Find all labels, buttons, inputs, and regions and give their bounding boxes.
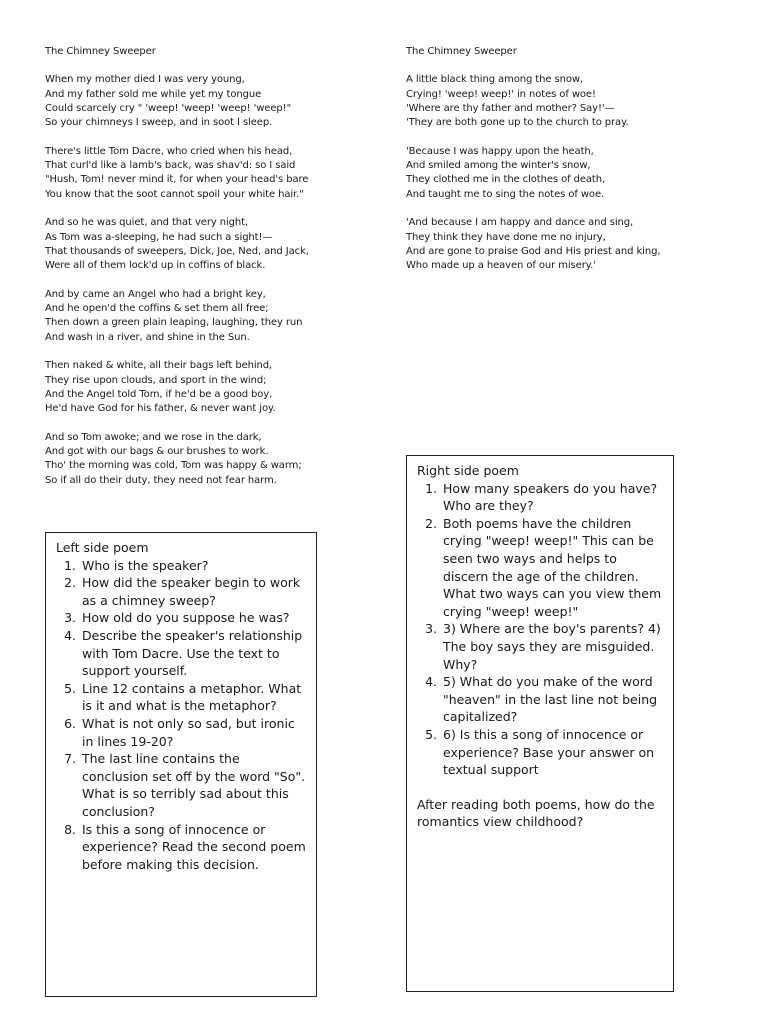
- left-poem-title: The Chimney Sweeper: [45, 46, 156, 57]
- poem-line: And wash in a river, and shine in the Sun.: [45, 331, 250, 343]
- right-poem: [406, 45, 736, 288]
- poem-line: He'd have God for his father, & never want joy.: [45, 403, 276, 415]
- stanza: [45, 216, 375, 273]
- right-poem-title: The Chimney Sweeper: [406, 46, 517, 57]
- poem-line: And the Angel told Tom, if he'd be a good boy,: [45, 388, 273, 400]
- question-item: 7. The last line contains the conclusion set off by the word "So". What is so terribly sad about this conclusion?: [80, 750, 308, 820]
- poem-line: They clothed me in the clothes of death,: [406, 174, 606, 186]
- poem-line: So if all do their duty, they need not fear harm.: [45, 474, 277, 486]
- question-item: 3. How old do you suppose he was?: [80, 609, 308, 627]
- stanza: [45, 431, 375, 488]
- stanza: [45, 73, 375, 130]
- question-item: 1. Who is the speaker?: [80, 557, 308, 575]
- stanza: [45, 359, 375, 416]
- left-poem: [45, 45, 375, 502]
- poem-line: They think they have done me no injury,: [406, 231, 606, 243]
- question-item: 2. How did the speaker begin to work as a chimney sweep?: [80, 574, 308, 609]
- poem-line: "Hush, Tom! never mind it, for when your head's bare: [45, 174, 309, 186]
- right-poem-body: [406, 73, 736, 273]
- question-item: 8. Is this a song of innocence or experience? Read the second poem before making this decision.: [80, 821, 308, 874]
- poem-line: You know that the soot cannot spoil your white hair.": [45, 188, 304, 200]
- stanza: [406, 73, 736, 130]
- poem-line: Crying! 'weep! weep!' in notes of woe!: [406, 88, 596, 100]
- poem-line: That curl'd like a lamb's back, was shav'd: so I said: [45, 160, 296, 172]
- poem-line: 'Where are thy father and mother? Say!'—: [406, 102, 615, 114]
- question-item: 6. What is not only so sad, but ironic in lines 19-20?: [80, 715, 308, 750]
- left-questions-heading: Left side poem: [56, 540, 149, 555]
- poem-line: And so Tom awoke; and we rose in the dark,: [45, 431, 262, 443]
- question-item: 1. How many speakers do you have? Who are they?: [441, 480, 665, 515]
- question-item: 5. Line 12 contains a metaphor. What is it and what is the metaphor?: [80, 680, 308, 715]
- right-questions-list: [417, 480, 665, 779]
- poem-line: That thousands of sweepers, Dick, Joe, Ned, and Jack,: [45, 245, 309, 257]
- stanza: [45, 288, 375, 345]
- poem-line: There's little Tom Dacre, who cried when his head,: [45, 145, 293, 157]
- stanza: [406, 145, 736, 202]
- right-questions-box: [406, 455, 674, 992]
- poem-line: Tho' the morning was cold, Tom was happy & warm;: [45, 460, 302, 472]
- poem-line: And my father sold me while yet my tongue: [45, 88, 262, 100]
- poem-line: Who made up a heaven of our misery.': [406, 260, 596, 272]
- poem-line: Then naked & white, all their bags left behind,: [45, 360, 273, 372]
- poem-line: Were all of them lock'd up in coffins of black.: [45, 260, 266, 272]
- closing-question: After reading both poems, how do the romantics view childhood?: [417, 796, 655, 830]
- question-item: 3. 3) Where are the boy's parents? 4) The boy says they are misguided. Why?: [441, 620, 665, 673]
- poem-line: And by came an Angel who had a bright key,: [45, 288, 266, 300]
- question-item: 2. Both poems have the children crying "weep! weep!" This can be seen two ways and helps to discern the age of the children. What two ways can you view them crying "weep! weep!": [441, 515, 665, 621]
- poem-line: When my mother died I was very young,: [45, 74, 245, 86]
- question-item: 5. 6) Is this a song of innocence or experience? Base your answer on textual support: [441, 726, 665, 779]
- poem-line: And got with our bags & our brushes to work.: [45, 446, 269, 458]
- poem-line: And taught me to sing the notes of woe.: [406, 188, 605, 200]
- poem-line: 'And because I am happy and dance and sing,: [406, 217, 634, 229]
- poem-line: As Tom was a-sleeping, he had such a sight!—: [45, 231, 273, 243]
- stanza: [45, 145, 375, 202]
- poem-line: And are gone to praise God and His priest and king,: [406, 245, 661, 257]
- poem-line: They rise upon clouds, and sport in the wind;: [45, 374, 267, 386]
- question-item: 4. 5) What do you make of the word "heaven" in the last line not being capitalized?: [441, 673, 665, 726]
- stanza: [406, 216, 736, 273]
- left-poem-body: [45, 73, 375, 488]
- poem-line: And smiled among the winter's snow,: [406, 160, 591, 172]
- poem-line: Then down a green plain leaping, laughing, they run: [45, 317, 303, 329]
- poem-line: 'They are both gone up to the church to pray.: [406, 117, 629, 129]
- poem-line: Could scarcely cry " 'weep! 'weep! 'weep! 'weep!": [45, 102, 292, 114]
- poem-line: And he open'd the coffins & set them all free;: [45, 303, 269, 315]
- poem-line: A little black thing among the snow,: [406, 74, 584, 86]
- right-questions-heading: Right side poem: [417, 463, 519, 478]
- question-item: 4. Describe the speaker's relationship with Tom Dacre. Use the text to support yourself.: [80, 627, 308, 680]
- left-questions-box: [45, 532, 317, 997]
- poem-line: So your chimneys I sweep, and in soot I sleep.: [45, 117, 273, 129]
- poem-line: And so he was quiet, and that very night,: [45, 217, 249, 229]
- left-questions-list: [56, 557, 308, 874]
- poem-line: 'Because I was happy upon the heath,: [406, 145, 594, 157]
